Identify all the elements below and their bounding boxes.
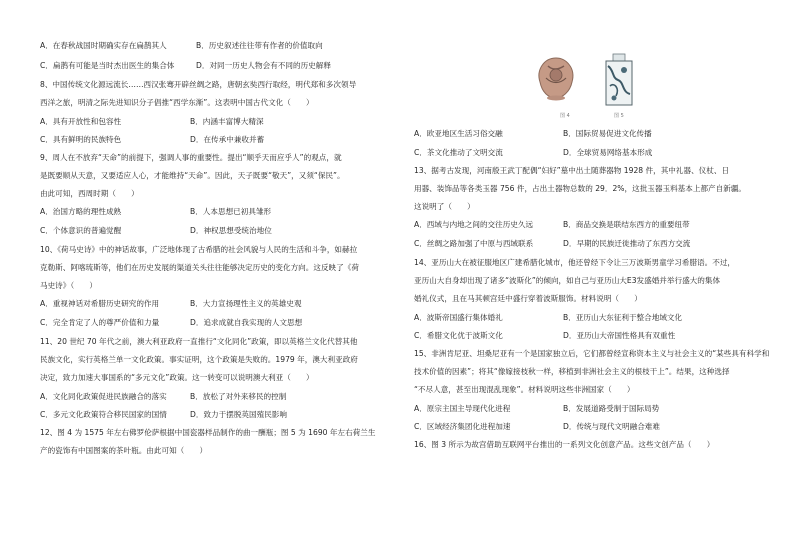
text-line: 产的瓷饰有中国图案的茶叶瓶。由此可知（ ）	[40, 446, 208, 455]
text-line: A．在春秋战国时期确实存在扁鹊其人	[40, 41, 167, 50]
text-line: B．历史叙述往往带有作者的价值取向	[196, 41, 323, 50]
text-line: 技术价值的因素”；将其“像嫁接枝秋一样，移植到非洲社会主义的根枝干上”。结果，这种选择	[414, 367, 730, 376]
text-line: B．发展道路受制于国际局势	[563, 404, 660, 413]
text-line: A．治国方略的理性成熟	[40, 207, 122, 216]
text-line: D．早期的民族迁徙推动了东西方交流	[563, 239, 691, 248]
text-line: 民族文化，实行英格兰单一文化政策。事实证明，这个政策是失败的。1979 年，澳大利亚政府	[40, 355, 358, 364]
text-line: C．完全肯定了人的尊严价值和力量	[40, 318, 160, 327]
text-line: C．个体意识的普遍觉醒	[40, 226, 122, 235]
text-line: 9、周人在不放弃“天命”的前提下，强调人事的重要性。提出“顺乎天而应乎人”的观点，就	[40, 153, 342, 162]
text-line: C．具有鲜明的民族特色	[40, 135, 122, 144]
text-line: C．丝绸之路加强了中原与西域联系	[414, 239, 534, 248]
text-line: A．原宗主国主导现代化进程	[414, 404, 511, 413]
tea-caddy-image	[602, 52, 636, 108]
text-line: 14、亚历山大在被征服地区广建希腊化城市，他还曾经下令让三万波斯男童学习希腊语。不过，	[414, 258, 736, 267]
text-line: 16、图 3 所示为故宫借助互联网平台推出的一系列文化创意产品。这些文创产品（ ）	[414, 440, 715, 449]
text-line: 用器、装饰品等各类玉器 756 件，占出土器物总数的 29．2%，这批玉器玉料基本上都产自新疆。	[414, 184, 747, 193]
figure-4	[534, 52, 578, 104]
text-line: D．亚历山大帝国性格具有双重性	[563, 331, 676, 340]
text-line: 13、据考古发现，河南殷王武丁配偶“妇好”墓中出土随葬器物 1928 件，其中礼器、仪杖、日	[414, 166, 730, 175]
text-line: B．大力宣扬理性主义的英雄史观	[190, 299, 302, 308]
text-line: A．西域与内地之间的交往历史久远	[414, 220, 534, 229]
text-line: B．人本思想已初具雏形	[190, 207, 272, 216]
text-line: D．对同一历史人物会有不同的历史解释	[196, 61, 331, 70]
text-line: D．传统与现代文明融合难难	[563, 422, 660, 431]
text-line: 是既要顺从天意，又要适应人心，才能维持“天命”。因此，天子既要“敬天”，又须“保民”。	[40, 171, 345, 180]
figure-5-caption: 图 5	[614, 113, 624, 119]
text-line: A．文化同化政策促进民族融合的落实	[40, 392, 167, 401]
text-line: 由此可知，西周时期（ ）	[40, 189, 139, 198]
text-line: A．波斯帝国盛行集体婚礼	[414, 313, 503, 322]
text-line: A．重视神话对希腊历史研究的作用	[40, 299, 160, 308]
text-line: 12、图 4 为 1575 年左右佛罗伦萨根据中国瓷器样品制作的曲一酬瓶；图 5 为 1690 年左右荷兰生	[40, 428, 376, 437]
text-line: C．希腊文化优于波斯文化	[414, 331, 503, 340]
text-line: 15、非洲肯尼亚、坦桑尼亚有一个是国家独立后，它们都曾经宣称资本主义与社会主义的“某些具有科学和	[414, 349, 770, 358]
text-line: 8、中国传统文化源远流长……西汉张骞开辟丝绸之路，唐朝玄奘西行取经，明代郑和多次领导	[40, 80, 357, 89]
porcelain-pitcher-image	[534, 52, 578, 104]
figure-5	[602, 52, 636, 108]
text-line: 马史诗》（ ）	[40, 281, 97, 290]
text-line: D．全球贸易网络基本形成	[563, 148, 653, 157]
text-line: B．亚历山大东征利于整合地域文化	[563, 313, 683, 322]
text-line: B．内涵丰富博大精深	[190, 117, 264, 126]
text-line: D．致力于摆脱英国殖民影响	[190, 410, 287, 419]
text-line: D．神权思想受统治地位	[190, 226, 272, 235]
text-line: B．商品交换是联结东西方的重要纽带	[563, 220, 690, 229]
text-line: B．国际贸易促进文化传播	[563, 129, 652, 138]
text-line: 婚礼仪式，且在马其顿宫廷中盛行穿着波斯服饰。材料说明（ ）	[414, 294, 642, 303]
text-line: “不尽人意，甚至出现混乱现象”。材料说明这些非洲国家（ ）	[414, 385, 635, 394]
text-line: D．在传承中兼收并蓄	[190, 135, 265, 144]
text-line: C．扁鹊有可能是当时杰出医生的集合体	[40, 61, 175, 70]
text-line: 11、20 世纪 70 年代之前，澳大利亚政府一直推行“文化同化”政策，即以英格兰文化代替其他	[40, 337, 358, 346]
text-line: A．具有开放性和包容性	[40, 117, 122, 126]
text-line: C．茶文化推动了文明交流	[414, 148, 503, 157]
text-line: 西洋之旅，明清之际先进知识分子倡推“西学东渐”。这表明中国古代文化（ ）	[40, 98, 314, 107]
text-line: B．放松了对外来移民的控制	[190, 392, 287, 401]
text-line: A．欧亚地区生活习俗交融	[414, 129, 503, 138]
text-line: 亚历山大自身却出现了诸多“波斯化”的倾向，如自己与亚历山大E3发盛婚并举行盛大的集体	[414, 276, 721, 285]
text-line: C．多元文化政策符合移民国家的国情	[40, 410, 167, 419]
text-line: 10、《荷马史诗》中的神话故事，广泛地体现了古希腊的社会风貌与人民的生活和斗争，如赫拉	[40, 245, 358, 254]
text-line: D．追求成就自我实现的人文思想	[190, 318, 303, 327]
text-line: 决定，致力加速大事国系的“多元文化”政策。这一转变可以说明澳大利亚（ ）	[40, 373, 314, 382]
text-line: 这说明了（ ）	[414, 202, 475, 211]
text-line: 克勒斯、阿喀琉斯等，他们在历史发展的渠道关头往往能够决定历史的变化方向。这反映了《荷	[40, 263, 359, 272]
figure-4-caption: 图 4	[560, 113, 570, 119]
text-line: C．区域经济集团化进程加速	[414, 422, 511, 431]
